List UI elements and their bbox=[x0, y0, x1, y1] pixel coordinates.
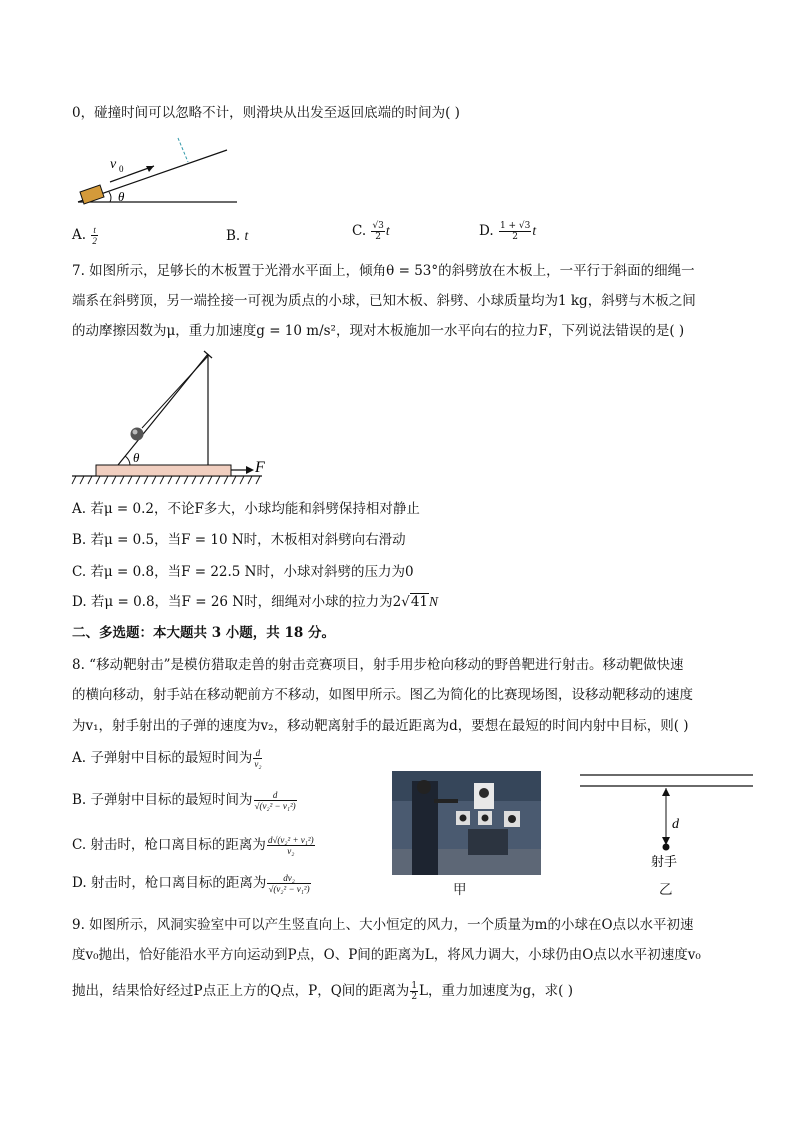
option-label: B. 子弹射中目标的最短时间为 bbox=[72, 792, 253, 808]
q8-line-1: 8. “移动靶射击”是模仿猎取走兽的射击竞赛项目，射手用步枪向移动的野兽靶进行射击。移动靶做快速 bbox=[72, 657, 684, 673]
option-d-unit: N bbox=[429, 594, 439, 609]
q7-option-b: B. 若μ = 0.5，当F = 10 N时，木板相对斜劈向右滑动 bbox=[72, 532, 406, 548]
q8-option-c bbox=[72, 835, 316, 856]
frac-den: 2 bbox=[92, 236, 97, 246]
q7-theta-label: θ bbox=[133, 450, 140, 465]
frac-den: v₂ bbox=[254, 759, 262, 769]
frac-num: dv₂ bbox=[267, 873, 310, 884]
q7-wedge-figure bbox=[72, 348, 282, 488]
q8-line-3: 为v₁，射手射出的子弹的速度为v₂，移动靶离射手的最近距离为d，要想在最短的时间内射中目标，则( ) bbox=[72, 718, 689, 734]
q8-caption-jia: 甲 bbox=[453, 882, 467, 898]
option-d-prefix: D. 若μ = 0.8，当F = 26 N时，细绳对小球的拉力为2 bbox=[72, 594, 402, 610]
frac-num: d√(v₂² + v₁²) bbox=[267, 835, 314, 845]
frac-num: d bbox=[253, 748, 262, 759]
q6-incline-figure bbox=[72, 130, 242, 210]
q8-fig-shooter-label: 射手 bbox=[651, 855, 678, 870]
frac-num: √3 bbox=[372, 221, 384, 231]
option-label: B. bbox=[226, 228, 245, 244]
q6-c-frac bbox=[371, 221, 384, 242]
q9-line-1: 9. 如图所示，风洞实验室中可以产生竖直向上、大小恒定的风力，一个质量为m的小球在O点以水平初速 bbox=[72, 917, 694, 933]
sqrt-radicand: 41 bbox=[410, 594, 428, 610]
q7-line-2: 端系在斜劈顶，另一端拴接一可视为质点的小球，已知木板、斜劈、小球质量均为1 kg，斜劈与木板之间 bbox=[72, 293, 696, 309]
sqrt-sign: √ bbox=[401, 594, 410, 610]
frac-den: √(v₂² − v₁²) bbox=[268, 884, 310, 894]
option-label: A. bbox=[72, 227, 91, 243]
q7-line-1: 7. 如图所示，足够长的木板置于光滑水平面上，倾角θ = 53°的斜劈放在木板上，一平行于斜面的细绳一 bbox=[72, 263, 695, 279]
option-suffix: t bbox=[532, 223, 537, 238]
q6-a-frac bbox=[91, 225, 98, 246]
option-label: D. 射击时，枪口离目标的距离为 bbox=[72, 875, 267, 891]
q8-caption-yi: 乙 bbox=[659, 882, 673, 898]
q8-d-frac bbox=[267, 873, 310, 894]
frac-den: √(v₂² − v₁²) bbox=[254, 801, 296, 811]
q9-line3-prefix: 抛出，结果恰好经过P点正上方的Q点，P，Q间的距离为 bbox=[72, 983, 410, 999]
q8-option-a bbox=[72, 748, 263, 769]
frac-num: 1 bbox=[411, 981, 418, 991]
q8-fig-d-label: d bbox=[672, 817, 679, 832]
section-2-title: 二、多选题：本大题共 3 小题，共 18 分。 bbox=[72, 625, 335, 641]
frac-num: d bbox=[254, 790, 297, 801]
q7-option-d bbox=[72, 593, 438, 611]
q6-option-c bbox=[352, 221, 390, 242]
q7-option-c: C. 若μ = 0.8，当F = 22.5 N时，小球对斜劈的压力为0 bbox=[72, 564, 414, 580]
q6-v0-label: v bbox=[110, 157, 117, 172]
q6-option-b bbox=[226, 227, 248, 245]
q8-line-2: 的横向移动，射手站在移动靶前方不移动，如图甲所示。图乙为简化的比赛现场图，设移动靶移动的速度 bbox=[72, 687, 693, 703]
option-label: C. 射击时，枪口离目标的距离为 bbox=[72, 837, 266, 853]
option-value: t bbox=[244, 228, 249, 243]
frac-den: v₂ bbox=[287, 846, 295, 856]
photo-scene bbox=[392, 771, 541, 875]
frac-den: 2 bbox=[411, 992, 418, 1002]
q6-tail-text: 0，碰撞时间可以忽略不计，则滑块从出发至返回底端的时间为( ) bbox=[72, 105, 460, 121]
q6-d-frac bbox=[499, 221, 531, 242]
q9-line3-suffix: L，重力加速度为g，求( ) bbox=[419, 983, 573, 999]
q6-theta-label: θ bbox=[118, 189, 125, 204]
q9-line-2: 度v₀抛出，恰好能沿水平方向运动到P点，O、P间的距离为L，将风力调大，小球仍由O点以水平初速度v₀ bbox=[72, 947, 701, 963]
q8-c-frac bbox=[267, 835, 315, 856]
q9-frac bbox=[410, 981, 418, 1002]
q8-a-frac bbox=[253, 748, 262, 769]
q7-line-3: 的动摩擦因数为μ，重力加速度g = 10 m/s²，现对木板施加一水平向右的拉力F，下列说法错误的是( ) bbox=[72, 323, 685, 339]
option-label: C. bbox=[352, 223, 371, 239]
q7-option-a: A. 若μ = 0.2，不论F多大，小球均能和斜劈保持相对静止 bbox=[72, 501, 420, 517]
q6-v0-sub: 0 bbox=[119, 164, 124, 174]
q8-option-b bbox=[72, 790, 298, 811]
frac-num: t bbox=[93, 225, 96, 235]
q9-line-3 bbox=[72, 981, 573, 1002]
q8-option-d bbox=[72, 873, 312, 894]
option-label: A. 子弹射中目标的最短时间为 bbox=[72, 750, 253, 766]
option-suffix: t bbox=[385, 223, 390, 238]
q8-simplified-diagram bbox=[580, 770, 755, 880]
q6-option-d bbox=[479, 221, 536, 242]
frac-den: 2 bbox=[375, 232, 382, 242]
q8-shooting-range-photo bbox=[392, 771, 541, 875]
q7-force-label: F bbox=[255, 459, 265, 476]
frac-den: 2 bbox=[512, 232, 519, 242]
option-label: D. bbox=[479, 223, 498, 239]
frac-num: 1 + √3 bbox=[499, 221, 531, 231]
q6-option-a bbox=[72, 225, 99, 246]
q8-b-frac bbox=[254, 790, 297, 811]
